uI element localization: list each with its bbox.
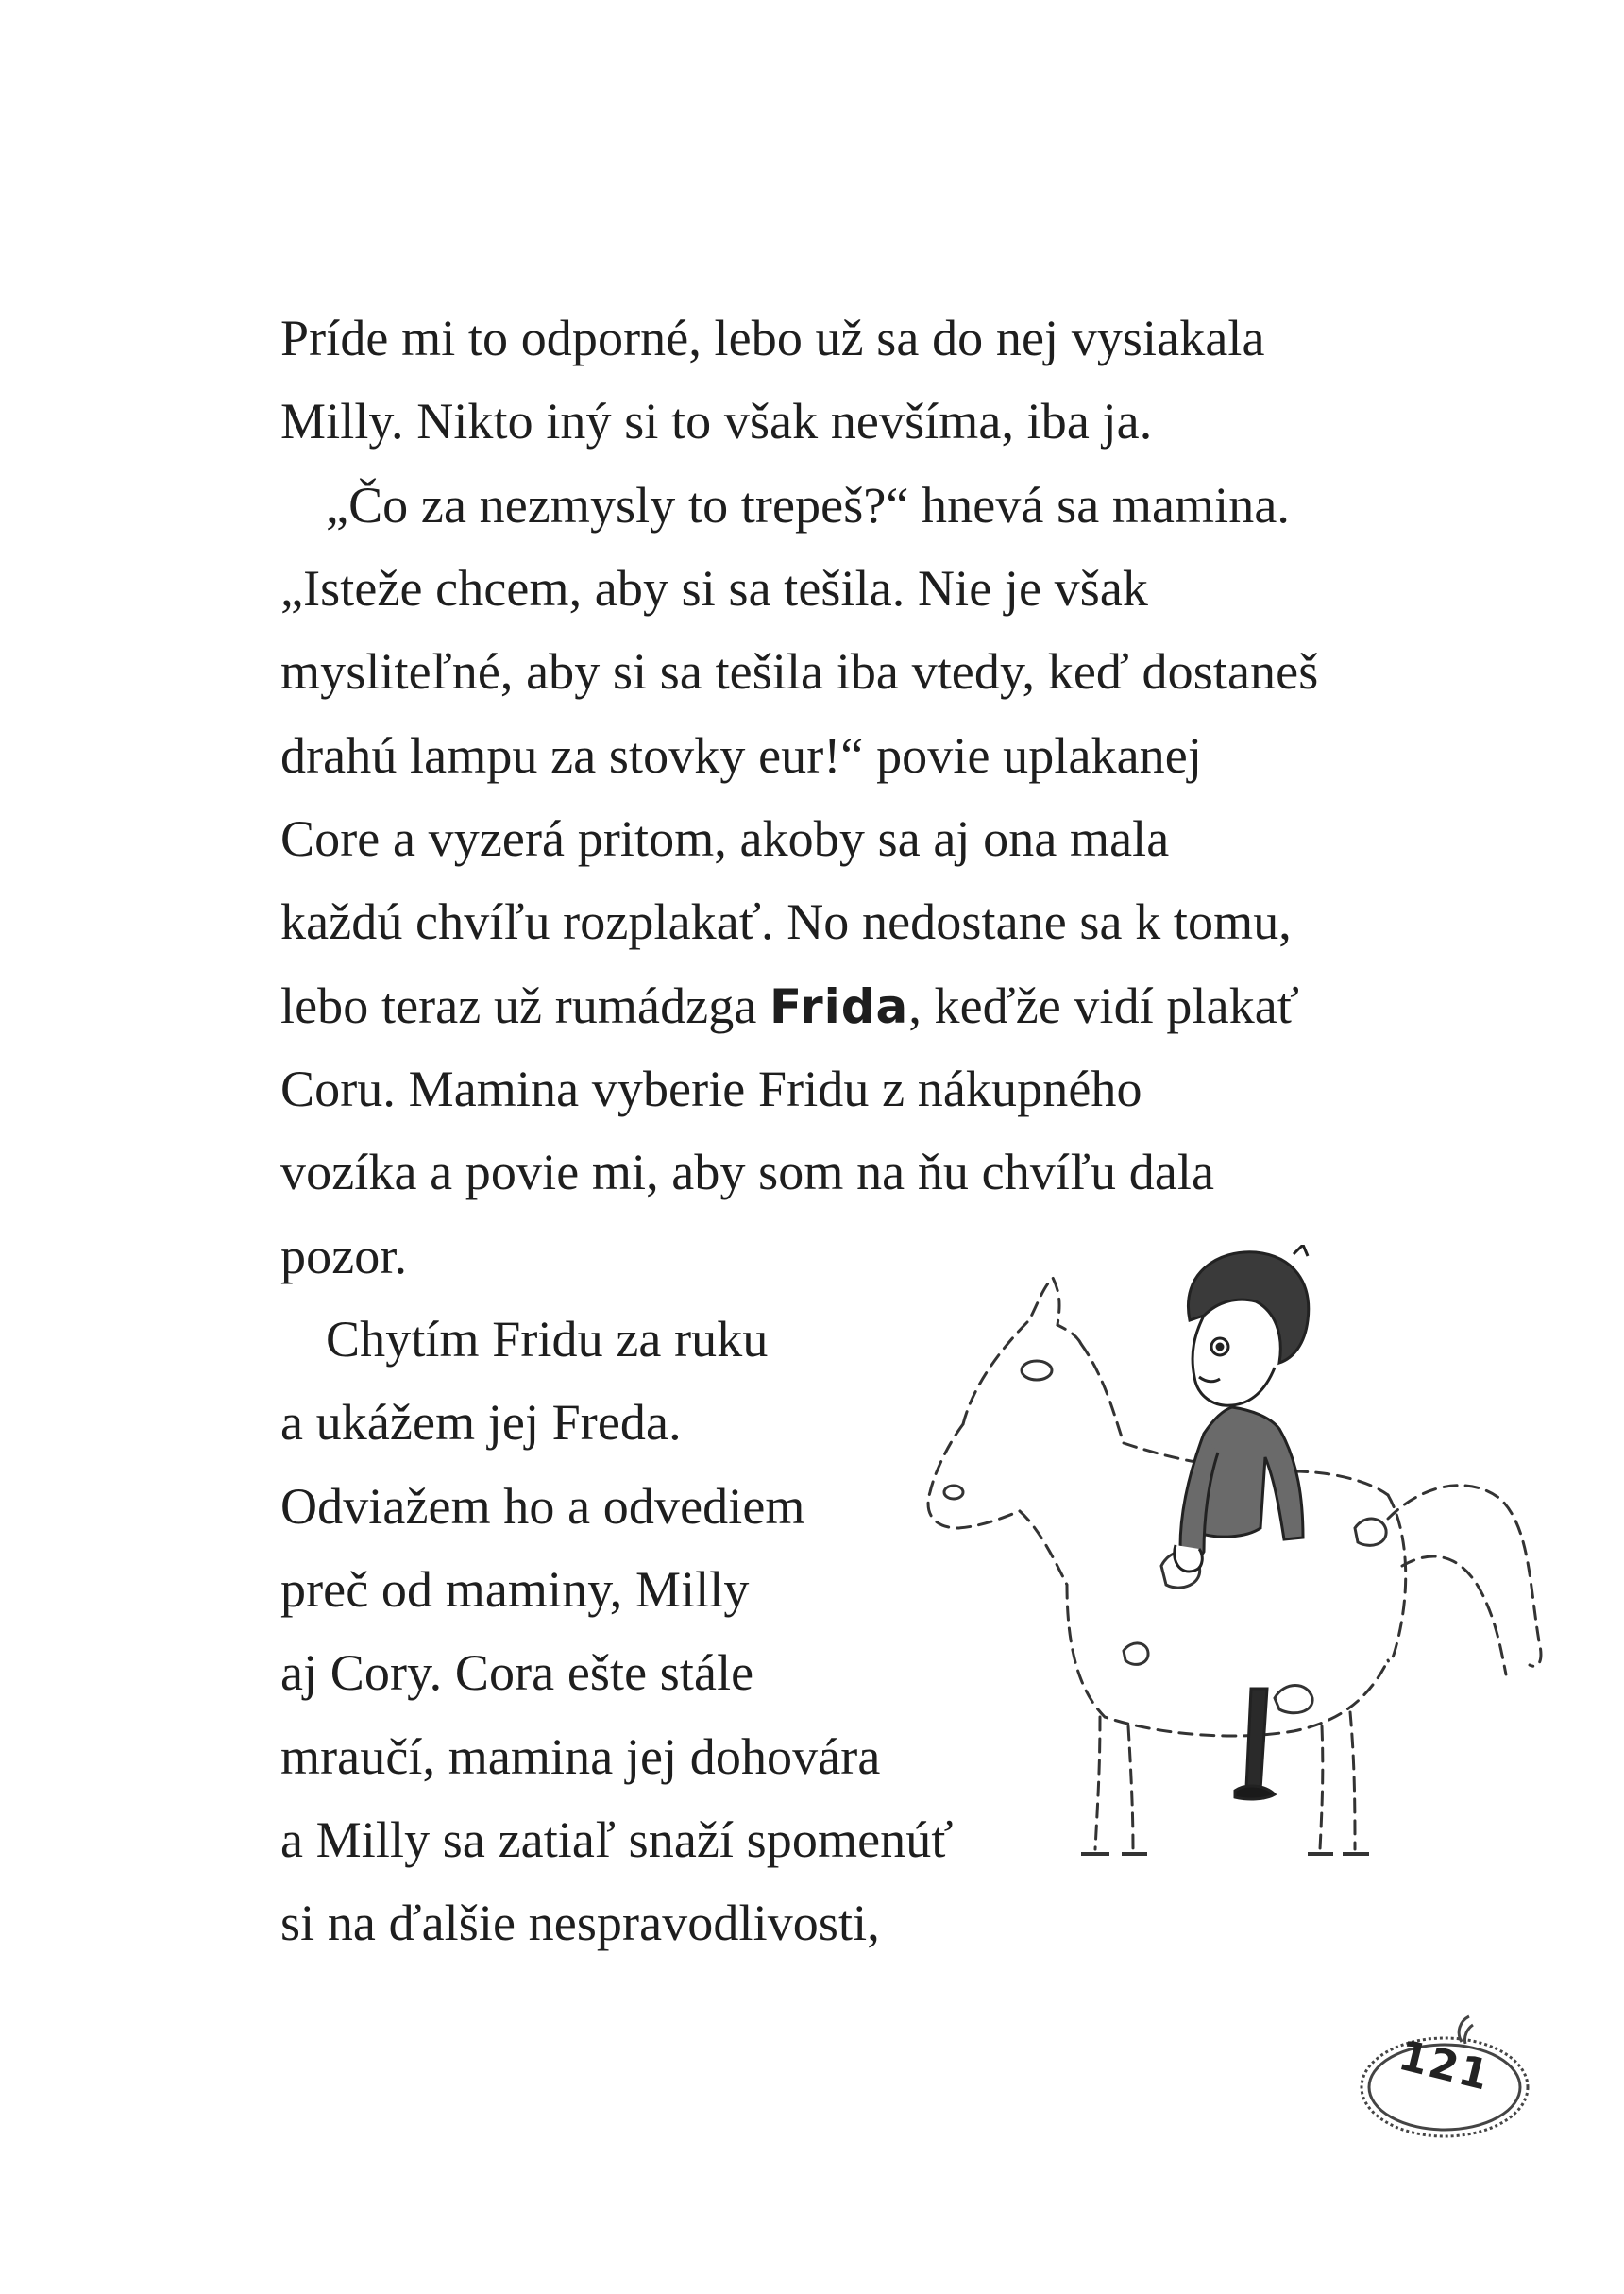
text-line: „Isteže chcem, aby si sa tešila. Nie je však: [280, 560, 1149, 617]
text-line: Coru. Mamina vyberie Fridu z nákupného: [280, 1061, 1142, 1117]
text-line: vozíka a povie mi, aby som na ňu chvíľu dala: [280, 1144, 1215, 1200]
text-line: a ukážem jej Freda.: [280, 1394, 682, 1451]
text-line: mraučí, mamina jej dohovára: [280, 1728, 881, 1785]
text-line: drahú lampu za stovky eur!“ povie uplakanej: [280, 727, 1202, 784]
text-line: mysliteľné, aby si sa tešila iba vtedy, keď dostaneš: [280, 643, 1319, 700]
text-line: pozor.: [280, 1228, 408, 1284]
text-line: Milly. Nikto iný si to však nevšíma, iba ja.: [280, 393, 1153, 450]
text-line: „Čo za nezmysly to trepeš?“ hnevá sa mamina.: [326, 477, 1291, 534]
text-segment: , keďže vidí plakať: [908, 977, 1300, 1034]
text-line: Príde mi to odporné, lebo už sa do nej vysiakala: [280, 310, 1265, 366]
text-line: Chytím Fridu za ruku: [326, 1311, 769, 1368]
text-line: Odviažem ho a odvediem: [280, 1478, 805, 1535]
text-line: každú chvíľu rozplakať. No nedostane sa k tomu,: [280, 893, 1292, 950]
text-line: preč od maminy, Milly: [280, 1561, 750, 1618]
character-name-frida: Frida: [770, 979, 909, 1034]
page-number: 121: [1394, 2031, 1496, 2101]
text-line: Core a vyzerá pritom, akoby sa aj ona mala: [280, 810, 1170, 867]
text-line: aj Cory. Cora ešte stále: [280, 1644, 754, 1701]
text-line: a Milly sa zatiaľ snaží spomenúť: [280, 1811, 954, 1868]
text-segment: lebo teraz už rumádzga: [280, 977, 770, 1034]
girl-on-horse-illustration: [878, 1245, 1558, 1887]
text-line: [280, 977, 1299, 1035]
text-line: si na ďalšie nespravodlivosti,: [280, 1895, 880, 1951]
